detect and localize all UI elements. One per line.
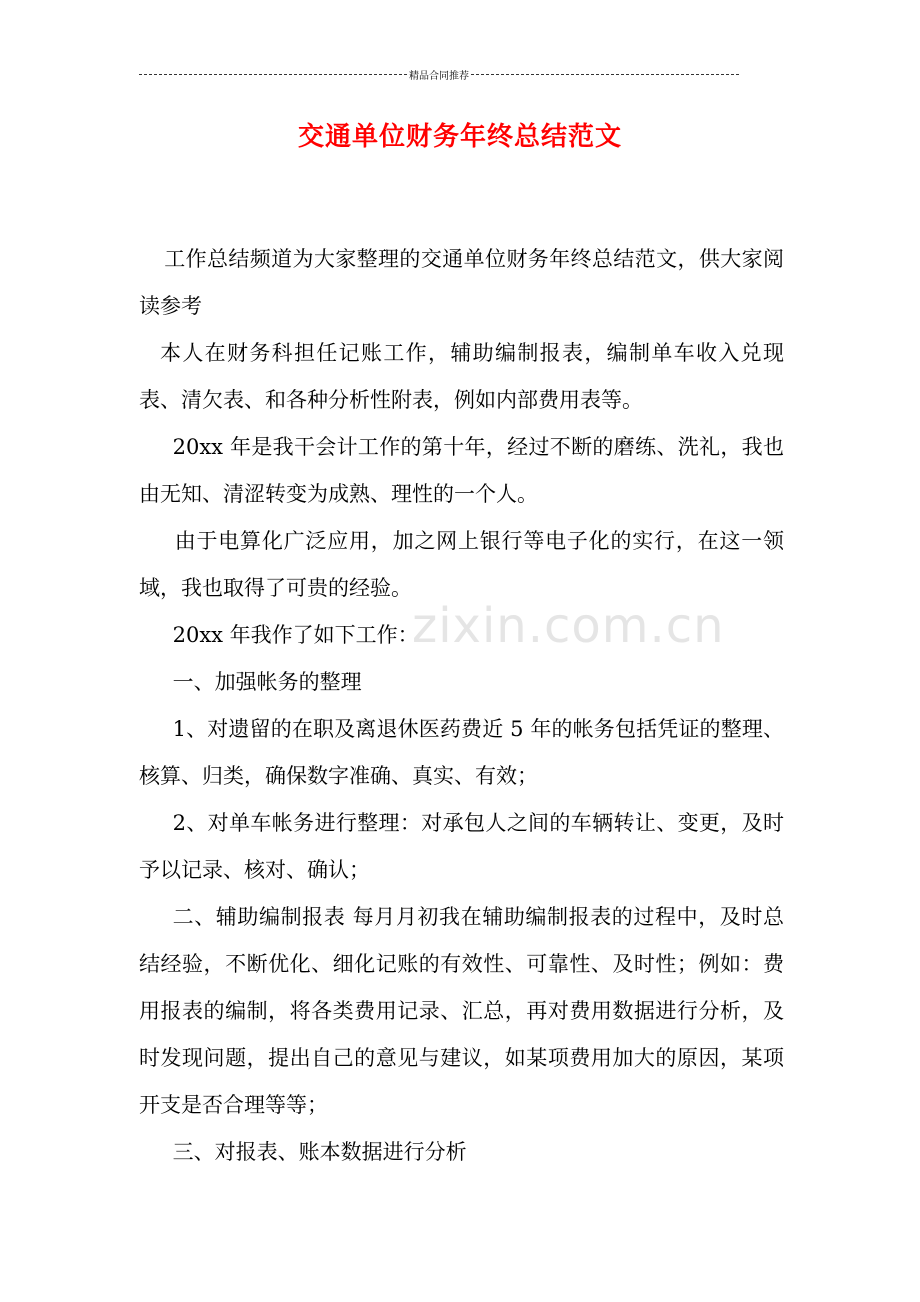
body-paragraph: 1、对遗留的在职及离退休医药费近 5 年的帐务包括凭证的整理、核算、归类，确保数字准确、真实、有效； xyxy=(139,717,784,788)
body-paragraph: 三、对报表、账本数据进行分析 xyxy=(172,1140,467,1164)
body-paragraph: 本人在财务科担任记账工作，辅助编制报表，编制单车收入兑现表、清欠表、和各种分析性附表，例如内部费用表等。 xyxy=(139,341,784,412)
body-paragraph: 工作总结频道为大家整理的交通单位财务年终总结范文，供大家阅读参考 xyxy=(139,247,784,318)
document-body xyxy=(139,236,784,1176)
body-paragraph: 2、对单车帐务进行整理：对承包人之间的车辆转让、变更，及时予以记录、核对、确认； xyxy=(139,811,784,882)
body-paragraph: 由于电算化广泛应用，加之网上银行等电子化的实行，在这一领域，我也取得了可贵的经验。 xyxy=(139,529,784,600)
watermark-text: zixin.com.cn xyxy=(412,598,725,654)
body-paragraph: 20xx 年是我干会计工作的第十年，经过不断的磨练、洗礼，我也由无知、清涩转变为成熟、理性的一个人。 xyxy=(139,435,784,506)
dashed-rule-right xyxy=(471,74,739,75)
header-divider xyxy=(139,66,739,82)
body-paragraph: 一、加强帐务的整理 xyxy=(172,670,362,694)
document-title: 交通单位财务年终总结范文 xyxy=(297,122,622,152)
body-paragraph: 20xx 年我作了如下工作： xyxy=(172,623,419,647)
body-paragraph: 二、辅助编制报表 每月月初我在辅助编制报表的过程中，及时总结经验，不断优化、细化记账的有效性、可靠性、及时性；例如：费用报表的编制，将各类费用记录、汇总，再对费用数据进行分析，及时发现问题，提出自己的意见与建议，如某项费用加大的原因，某项开支是否合理等等； xyxy=(139,905,784,1117)
header-label: 精品合同推荐 xyxy=(409,70,469,82)
dashed-rule-left xyxy=(139,74,407,75)
